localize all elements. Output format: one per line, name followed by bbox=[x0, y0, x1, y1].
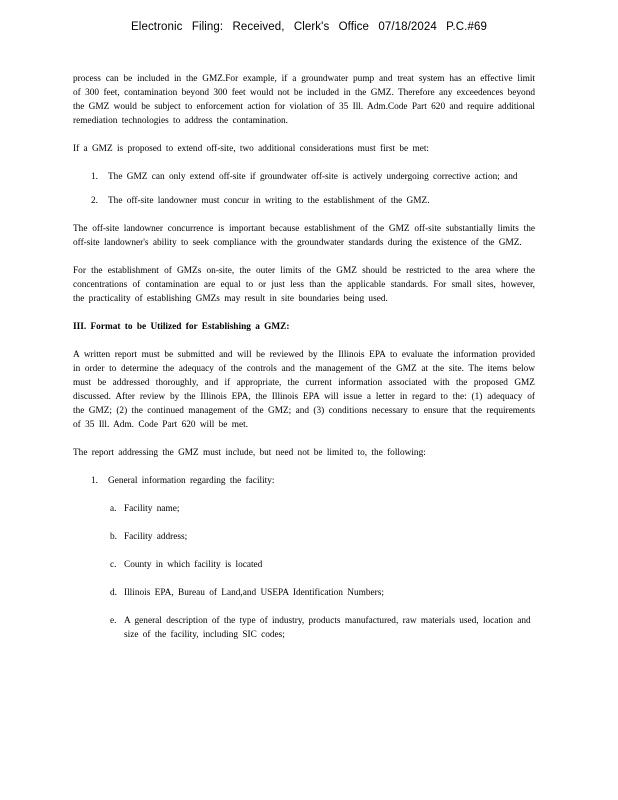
condition-text: The GMZ can only extend off-site if groundwater off-site is actively undergoing corrective action; and bbox=[108, 172, 518, 182]
paragraph-onsite-gmz: For the establishment of GMZs on-site, the outer limits of the GMZ should be restricted to the area where the concentrations of contamination are equal to or just less than the applicable standards. For small sites, however, the practicality of establishing GMZs may result in site boundaries being used. bbox=[73, 266, 535, 304]
facility-item-text: Facility address; bbox=[124, 532, 188, 542]
facility-item-letter: a. bbox=[110, 504, 117, 514]
condition-number: 2. bbox=[91, 196, 98, 206]
facility-item bbox=[110, 530, 535, 544]
paragraph-gmz-limits: process can be included in the GMZ.For example, if a groundwater pump and treat system has an effective limit of 300 feet, contamination beyond 300 feet would not be included in the GMZ. Therefore any exceedences beyond the GMZ would be subject to enforcement action for violation of 35 Ill. Adm.Code Part 620 and require additional remediation technologies to address the contamination. bbox=[73, 74, 536, 126]
condition-item bbox=[91, 194, 535, 208]
condition-text: The off-site landowner must concur in writing to the establishment of the GMZ. bbox=[108, 196, 430, 206]
facility-item-letter: d. bbox=[110, 588, 117, 598]
facility-item-text: Illinois EPA, Bureau of Land,and USEPA Identification Numbers; bbox=[124, 588, 384, 598]
facility-item bbox=[110, 502, 535, 516]
paragraph-landowner-concurrence: The off-site landowner concurrence is important because establishment of the GMZ off-site substantially limits the off-site landowner's ability to seek compliance with the groundwater standards during the existence of the GMZ. bbox=[73, 224, 535, 248]
facility-item-text: Facility name; bbox=[124, 504, 180, 514]
facility-item-letter: b. bbox=[110, 532, 117, 542]
facility-item-letter: e. bbox=[110, 616, 117, 626]
paragraph-offsite-intro: If a GMZ is proposed to extend off-site, two additional considerations must first be met: bbox=[73, 144, 429, 154]
paragraph-written-report: A written report must be submitted and will be reviewed by the Illinois EPA to evaluate the information provided in order to determine the adequacy of the controls and the management of the GMZ at the site. The items below must be addressed thoroughly, and if appropriate, the current information associated with the proposed GMZ discussed. After review by the Illinois EPA, the Illinois EPA will issue a letter in regard to the: (1) adequacy of the GMZ; (2) the continued management of the GMZ; and (3) conditions necessary to ensure that the requirements of 35 Ill. Adm. Code Part 620 will be met. bbox=[73, 350, 535, 430]
facility-item bbox=[110, 586, 535, 600]
facility-item-text: County in which facility is located bbox=[124, 560, 263, 570]
condition-number: 1. bbox=[91, 172, 98, 182]
facility-item-letter: c. bbox=[110, 560, 117, 570]
facility-item-text: A general description of the type of industry, products manufactured, raw materials used, location and size of the facility, including SIC codes; bbox=[124, 616, 531, 640]
section-heading: III. Format to be Utilized for Establishing a GMZ: bbox=[73, 322, 290, 332]
facility-item bbox=[110, 614, 535, 642]
document-body bbox=[73, 72, 535, 642]
report-item bbox=[91, 474, 535, 488]
paragraph-report-contents: The report addressing the GMZ must include, but need not be limited to, the following: bbox=[73, 448, 426, 458]
condition-item bbox=[91, 170, 535, 184]
filing-header: Electronic Filing: Received, Clerk's Office 07/18/2024 P.C.#69 bbox=[131, 21, 487, 33]
report-item-text: General information regarding the facility: bbox=[108, 476, 275, 486]
report-item-number: 1. bbox=[91, 476, 98, 486]
facility-item bbox=[110, 558, 535, 572]
